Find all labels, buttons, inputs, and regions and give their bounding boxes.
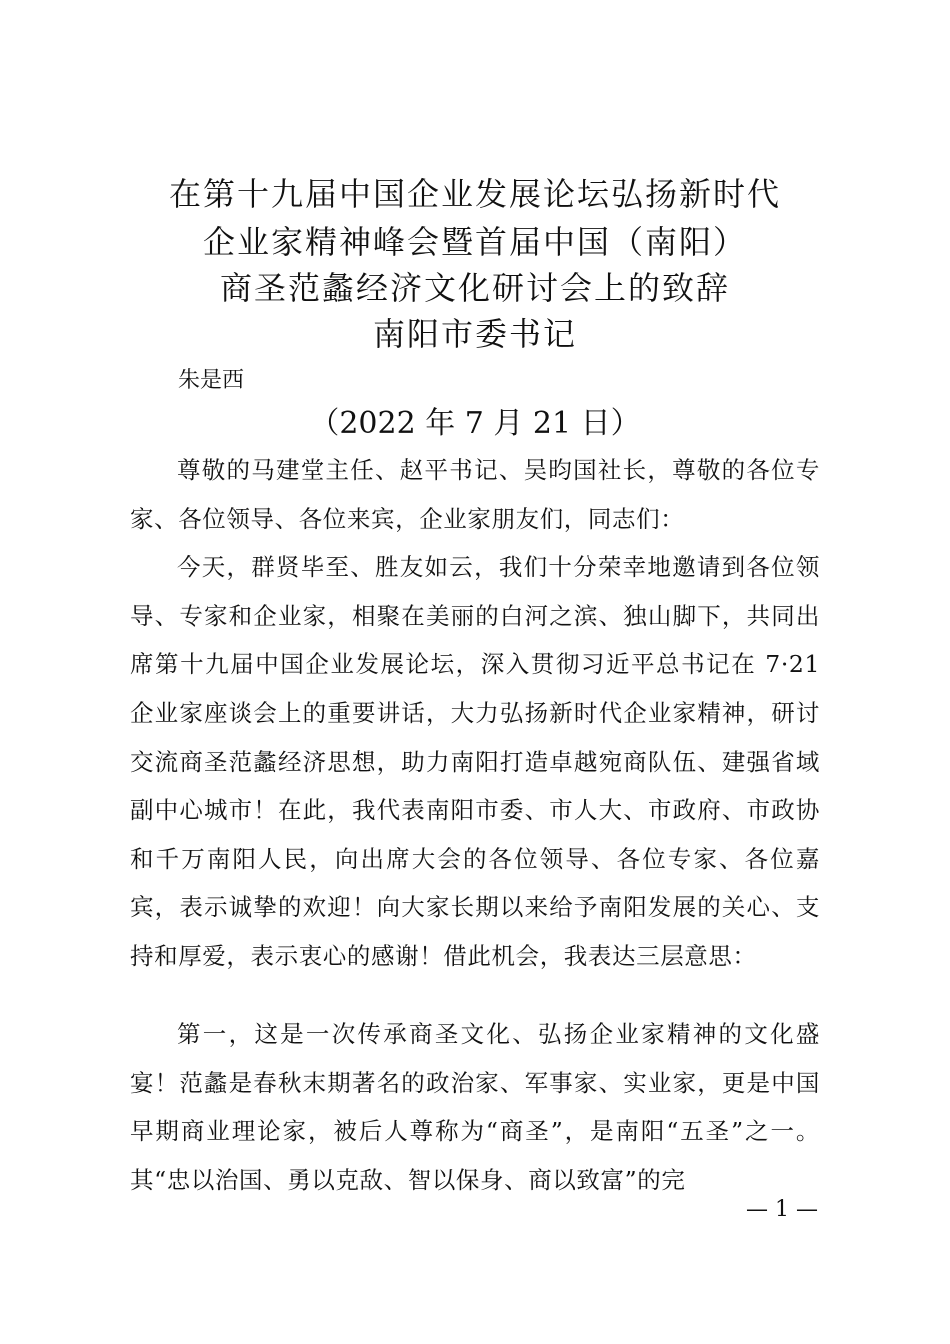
title-line-1: 在第十九届中国企业发展论坛弘扬新时代 <box>168 175 781 213</box>
title-line-2: 企业家精神峰会暨首届中国（南阳） <box>202 223 747 261</box>
paragraph-salutation: 尊敬的马建堂主任、赵平书记、吴昀国社长，尊敬的各位专家、各位领导、各位来宾，企业家朋友们，同志们： <box>130 456 820 533</box>
paragraph-welcome: 今天，群贤毕至、胜友如云，我们十分荣幸地邀请到各位领导、专家和企业家，相聚在美丽的白河之滨、独山脚下，共同出席第十九届中国企业发展论坛，深入贯彻习近平总书记在 7·21 企业家座谈会上的重要讲话，大力弘扬新时代企业家精神，研讨交流商圣范蠡经济思想，助力南阳打造卓越宛商队伍、建强省域副中心城市！在此，我代表南阳市委、市人大、市政府、市政协和千万南阳人民，向出席大会的各位领导、各位专家、各位嘉宾，表示诚挚的欢迎！向大家长期以来给予南阳发展的关心、支持和厚爱，表示衷心的感谢！借此机会，我表达三层意思： <box>130 553 820 970</box>
speech-body <box>130 446 820 981</box>
page-number: — 1 — <box>746 1197 818 1222</box>
title-line-4: 南阳市委书记 <box>372 315 577 353</box>
author-name: 朱是西 <box>178 368 245 393</box>
speech-date: （2022 年 7 月 21 日） <box>309 406 641 441</box>
title-line-3: 商圣范蠡经济文化研讨会上的致辞 <box>219 269 730 307</box>
paragraph-first-point: 第一，这是一次传承商圣文化、弘扬企业家精神的文化盛宴！范蠡是春秋末期著名的政治家、军事家、实业家，更是中国早期商业理论家，被后人尊称为“商圣”，是南阳“五圣”之一。其“忠以治国、勇以克敌、智以保身、商以致富”的完 <box>130 1020 820 1194</box>
speech-body-continued <box>130 1010 820 1204</box>
